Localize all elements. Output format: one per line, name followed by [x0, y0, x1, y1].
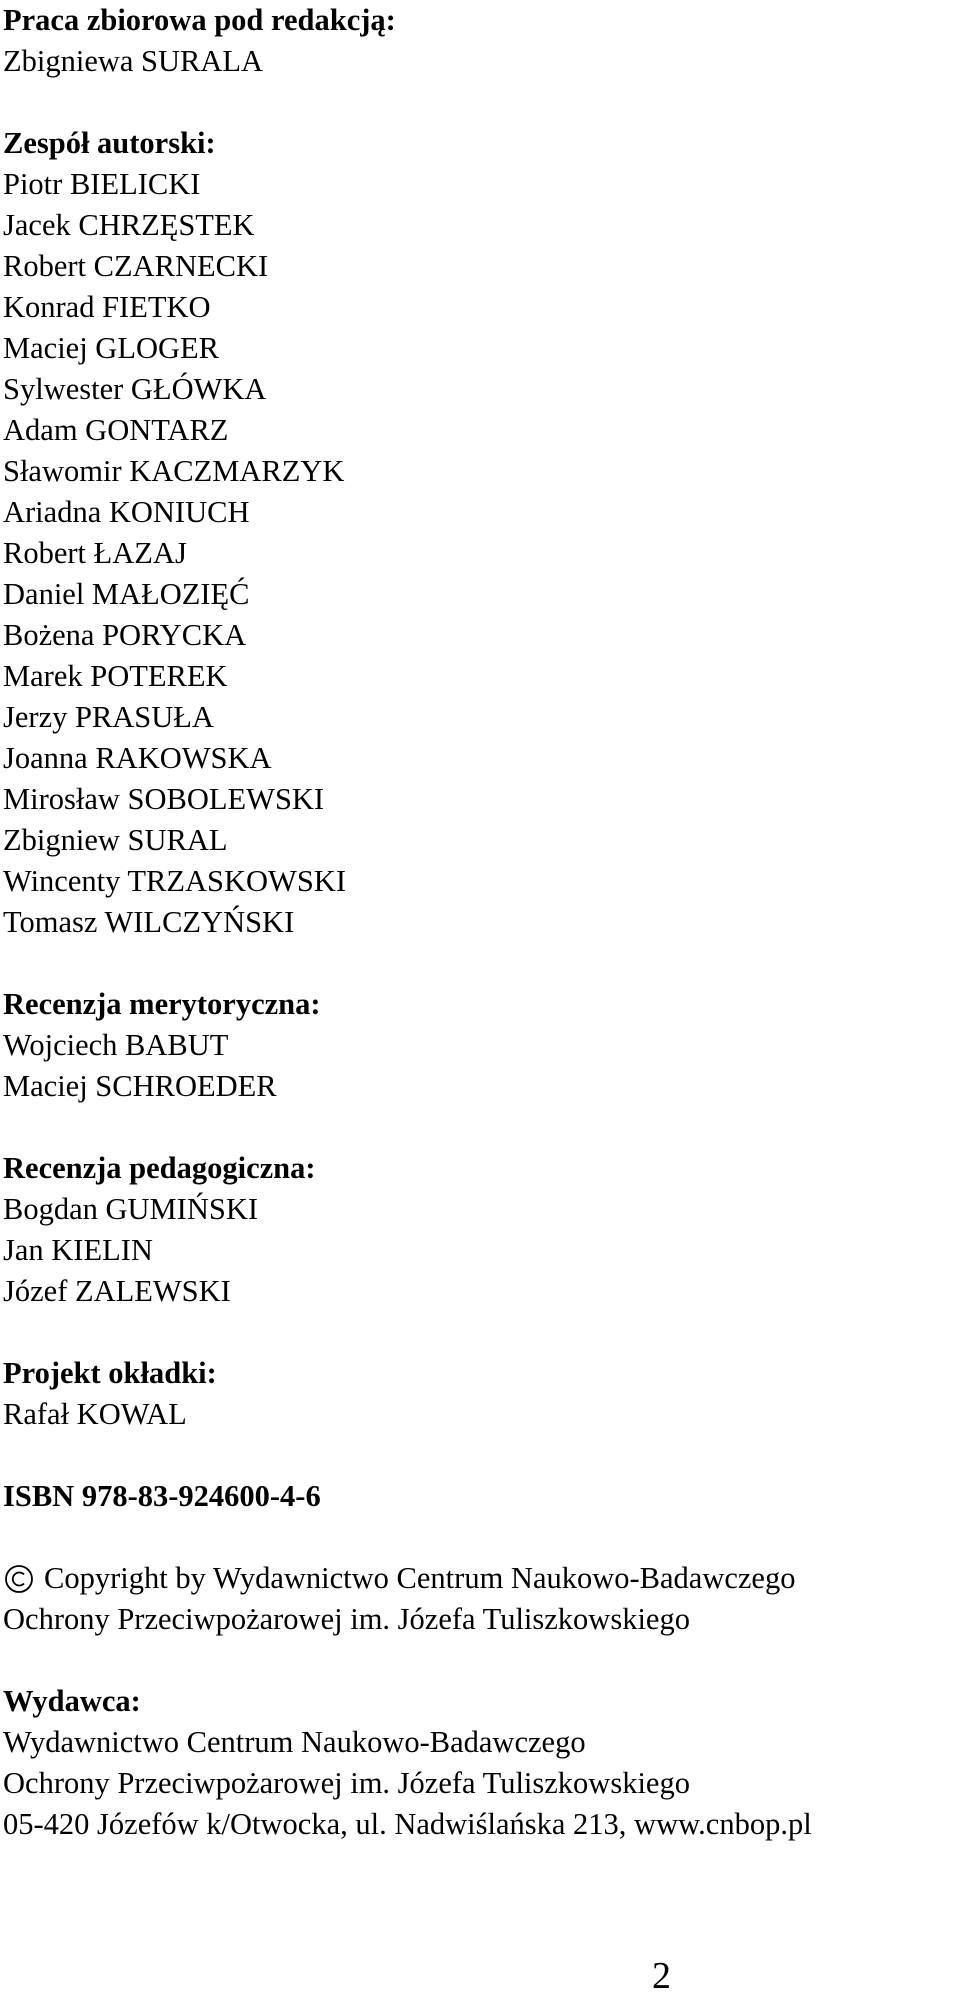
author-name: Robert CZARNECKI	[3, 249, 269, 283]
reviewer-name: Józef ZALEWSKI	[3, 1274, 231, 1308]
review-substantive-heading: Recenzja merytoryczna:	[3, 987, 321, 1021]
copyright-line	[3, 1558, 953, 1599]
review-substantive-section	[3, 984, 953, 1107]
author-name: Wincenty TRZASKOWSKI	[3, 864, 346, 898]
review-pedagogical-heading: Recenzja pedagogiczna:	[3, 1151, 316, 1185]
reviewer-name: Bogdan GUMIŃSKI	[3, 1192, 259, 1226]
copyright-section	[3, 1558, 953, 1640]
imprint-page	[3, 0, 953, 1845]
cover-heading: Projekt okładki:	[3, 1356, 217, 1390]
copyright-text: Copyright by Wydawnictwo Centrum Naukowo-Badawczego	[44, 1561, 796, 1595]
isbn: ISBN 978-83-924600-4-6	[3, 1479, 321, 1513]
publisher-name-continued: Ochrony Przeciwpożarowej im. Józefa Tuliszkowskiego	[3, 1766, 690, 1800]
author-name: Jerzy PRASUŁA	[3, 700, 214, 734]
copyright-icon	[4, 1564, 34, 1594]
editorial-section	[3, 0, 953, 82]
authors-section	[3, 123, 953, 943]
page-number: 2	[652, 1955, 671, 1997]
authors-heading: Zespół autorski:	[3, 126, 216, 160]
author-name: Tomasz WILCZYŃSKI	[3, 905, 295, 939]
cover-section	[3, 1353, 953, 1435]
author-name: Marek POTEREK	[3, 659, 228, 693]
reviewer-name: Maciej SCHROEDER	[3, 1069, 277, 1103]
reviewer-name: Wojciech BABUT	[3, 1028, 229, 1062]
cover-designer-name: Rafał KOWAL	[3, 1397, 187, 1431]
author-name: Daniel MAŁOZIĘĆ	[3, 577, 250, 611]
author-name: Maciej GLOGER	[3, 331, 219, 365]
review-pedagogical-section	[3, 1148, 953, 1312]
author-name: Joanna RAKOWSKA	[3, 741, 272, 775]
publisher-heading: Wydawca:	[3, 1684, 141, 1718]
author-name: Sylwester GŁÓWKA	[3, 372, 267, 406]
author-name: Konrad FIETKO	[3, 290, 211, 324]
author-name: Adam GONTARZ	[3, 413, 229, 447]
author-name: Jacek CHRZĘSTEK	[3, 208, 255, 242]
author-name: Sławomir KACZMARZYK	[3, 454, 345, 488]
author-name: Piotr BIELICKI	[3, 167, 201, 201]
author-name: Bożena PORYCKA	[3, 618, 247, 652]
publisher-name: Wydawnictwo Centrum Naukowo-Badawczego	[3, 1725, 586, 1759]
publisher-section	[3, 1681, 953, 1845]
author-name: Robert ŁAZAJ	[3, 536, 187, 570]
author-name: Ariadna KONIUCH	[3, 495, 250, 529]
copyright-text-continued: Ochrony Przeciwpożarowej im. Józefa Tuliszkowskiego	[3, 1602, 690, 1636]
author-name: Mirosław SOBOLEWSKI	[3, 782, 325, 816]
publisher-address: 05-420 Józefów k/Otwocka, ul. Nadwiślańska 213, www.cnbop.pl	[3, 1807, 812, 1841]
reviewer-name: Jan KIELIN	[3, 1233, 153, 1267]
author-name: Zbigniew SURAL	[3, 823, 228, 857]
editor-name: Zbigniewa SURALA	[3, 44, 264, 78]
editorial-heading: Praca zbiorowa pod redakcją:	[3, 3, 396, 37]
